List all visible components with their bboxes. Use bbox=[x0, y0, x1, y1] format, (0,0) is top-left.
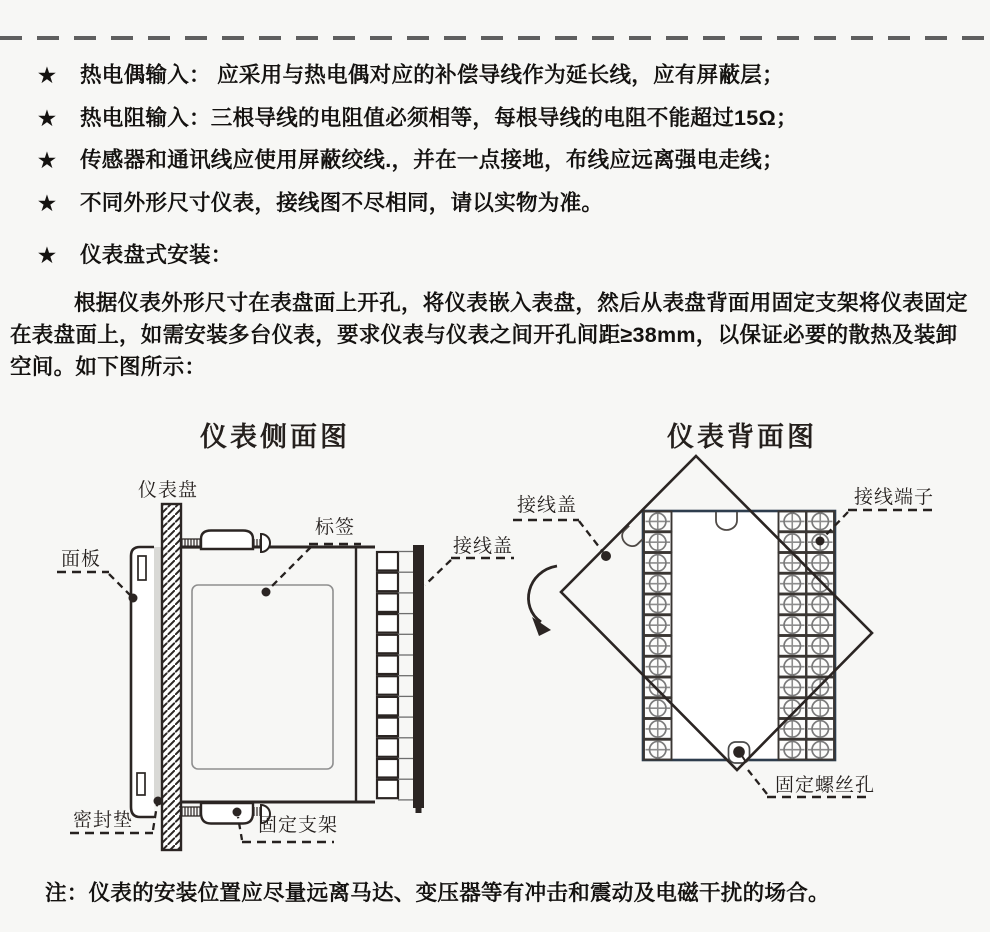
seal-gasket-strip bbox=[153, 547, 162, 800]
top-dashed-divider bbox=[0, 36, 990, 40]
terminal-cover-label: 接线盖 bbox=[517, 495, 578, 516]
front-bezel bbox=[131, 547, 154, 817]
front-panel-label: 面板 bbox=[61, 549, 102, 570]
back-view-title: 仪表背面图 bbox=[667, 422, 817, 452]
rotation-arrow-icon bbox=[528, 566, 557, 636]
fixing-bracket-label: 固定支架 bbox=[258, 815, 339, 836]
terminals-label: 接线端子 bbox=[854, 487, 935, 508]
bullet-text: 热电阻输入：三根导线的电阻值必须相等，每根导线的电阻不能超过15Ω； bbox=[80, 106, 798, 130]
screw-hole-label: 固定螺丝孔 bbox=[775, 775, 876, 796]
terminal-cover-bar bbox=[413, 545, 424, 808]
label-sticker-label: 标签 bbox=[315, 517, 356, 538]
installation-paragraph: 根据仪表外形尺寸在表盘面上开孔，将仪表嵌入表盘，然后从表盘背面用固定支架将仪表固定在表盘面上，如需安装多台仪表，要求仪表与仪表之间开孔间距≥38mm，以保证必要的散热及装卸空间。如下图所示： bbox=[10, 291, 968, 379]
fixing-bracket-bottom bbox=[179, 803, 270, 824]
screw-hole-callout bbox=[748, 770, 875, 797]
star-bullet-icon: ★ bbox=[38, 193, 57, 215]
back-view-diagram bbox=[505, 440, 990, 880]
bullet-list bbox=[38, 64, 982, 266]
terminal-cover-callout bbox=[513, 494, 611, 561]
terminal-cover-label: 接线盖 bbox=[453, 536, 514, 557]
terminal-ladder-rungs bbox=[398, 552, 413, 800]
terminal-cover-foot bbox=[416, 808, 422, 813]
bullet-text: 热电偶输入： 应采用与热电偶对应的补偿导线作为延长线，应有屏蔽层； bbox=[80, 63, 784, 87]
bullet-item bbox=[38, 192, 982, 214]
bullet-item bbox=[38, 107, 982, 129]
terminal-column-right-b bbox=[807, 512, 835, 760]
bullet-text: 传感器和通讯线应使用屏蔽绞线.，并在一点接地，布线应远离强电走线； bbox=[80, 148, 784, 172]
label-sticker-area bbox=[192, 585, 333, 769]
side-view-title: 仪表侧面图 bbox=[200, 422, 350, 452]
bullet-item bbox=[38, 244, 982, 266]
bottom-note: 注：仪表的安装位置应尽量远离马达、变压器等有冲击和震动及电磁干扰的场合。 bbox=[45, 881, 830, 905]
bullet-item bbox=[38, 149, 982, 171]
bullet-item bbox=[38, 64, 982, 86]
star-bullet-icon: ★ bbox=[38, 150, 57, 172]
bullet-text: 仪表盘式安装： bbox=[80, 243, 233, 267]
terminal-ladder bbox=[377, 552, 398, 798]
bullet-text: 不同外形尺寸仪表，接线图不尽相同，请以实物为准。 bbox=[80, 191, 604, 215]
terminal-cover-callout bbox=[425, 535, 514, 585]
front-panel-callout bbox=[57, 548, 138, 603]
terminal-column-left bbox=[644, 512, 672, 760]
mounting-panel-hatched bbox=[162, 504, 181, 850]
star-bullet-icon: ★ bbox=[38, 245, 57, 267]
fixing-bracket-top bbox=[179, 531, 270, 553]
seal-gasket-label: 密封垫 bbox=[73, 810, 134, 831]
star-bullet-icon: ★ bbox=[38, 65, 57, 87]
instrument-body bbox=[181, 547, 375, 802]
star-bullet-icon: ★ bbox=[38, 108, 57, 130]
side-view-diagram bbox=[25, 455, 520, 875]
panel-label: 仪表盘 bbox=[138, 480, 199, 501]
